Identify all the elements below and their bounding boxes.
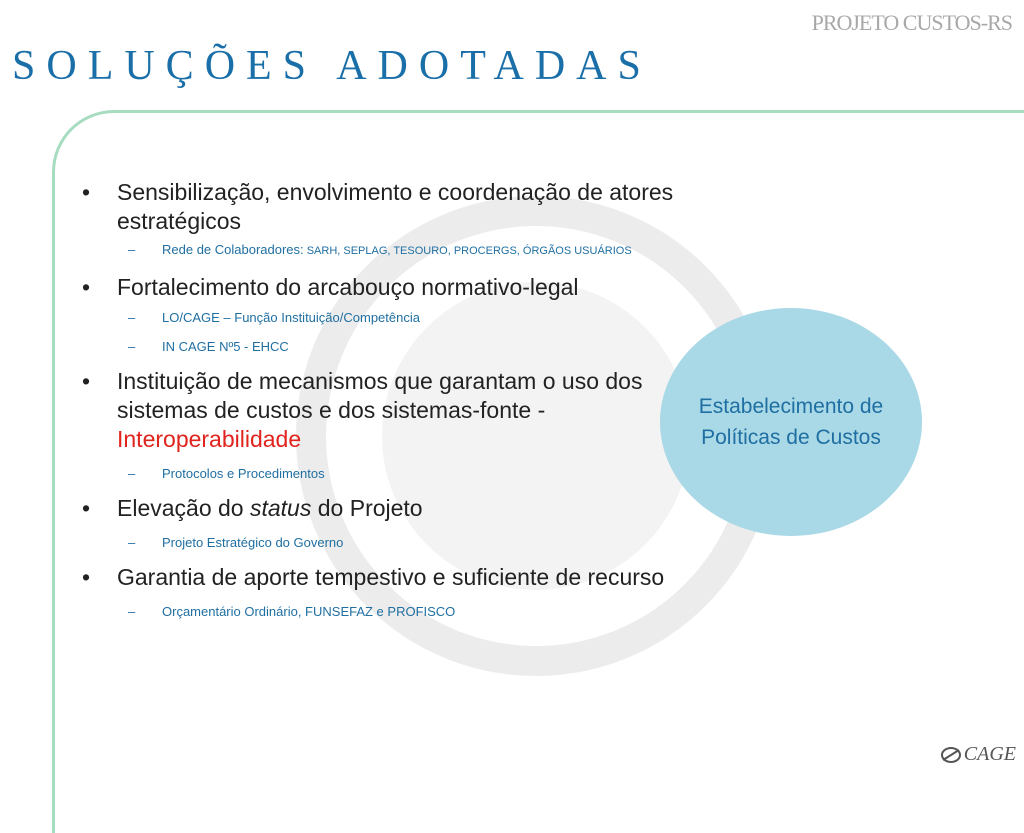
cage-logo-text: CAGE	[963, 743, 1016, 765]
bullet-text-after: do Projeto	[311, 495, 423, 521]
bullet-item	[80, 563, 710, 592]
bullet-highlight: Interoperabilidade	[117, 426, 302, 452]
bullet-list	[80, 178, 710, 620]
bullet-text: Instituição de mecanismos que garantam o uso dos sistemas de custos e dos sistemas-fonte -	[117, 368, 643, 423]
cage-logo	[940, 743, 1016, 766]
policy-circle-label: Estabelecimento de Políticas de Custos	[698, 395, 884, 449]
bullet-item	[80, 178, 710, 236]
bullet-text: Fortalecimento do arcabouço normativo-legal	[117, 274, 579, 300]
sub-bullet-rest: SARH, SEPLAG, TESOURO, PROCERGS, ÓRGÃOS USUÁRIOS	[303, 245, 632, 257]
sub-bullet-lead: Rede de Colaboradores:	[162, 242, 304, 257]
bullet-italic: status	[249, 495, 312, 521]
sub-bullet-text: LO/CAGE – Função Instituição/Competência	[162, 310, 420, 325]
bullet-item	[80, 367, 710, 454]
bullet-text: Garantia de aporte tempestivo e suficiente de recurso	[117, 564, 665, 590]
bullet-item	[80, 494, 710, 523]
cage-logo-icon	[940, 746, 962, 764]
bullet-item	[80, 273, 710, 302]
sub-bullet-item	[80, 466, 710, 482]
bullet-text: Sensibilização, envolvimento e coordenação de atores estratégicos	[117, 179, 674, 234]
sub-bullet-item	[80, 604, 710, 620]
slide-title: SOLUÇÕES ADOTADAS	[12, 43, 652, 89]
sub-bullet-item	[80, 242, 710, 259]
sub-bullet-text: Orçamentário Ordinário, FUNSEFAZ e PROFISCO	[162, 604, 456, 619]
sub-bullet-item	[80, 339, 710, 355]
sub-bullet-text: Protocolos e Procedimentos	[162, 466, 325, 481]
sub-bullet-item	[80, 310, 710, 326]
sub-bullet-text: Projeto Estratégico do Governo	[162, 535, 344, 550]
bullet-text: Elevação do	[117, 495, 250, 521]
sub-bullet-item	[80, 535, 710, 551]
project-label: PROJETO CUSTOS-RS	[811, 10, 1012, 35]
sub-bullet-text: IN CAGE Nº5 - EHCC	[162, 339, 289, 354]
